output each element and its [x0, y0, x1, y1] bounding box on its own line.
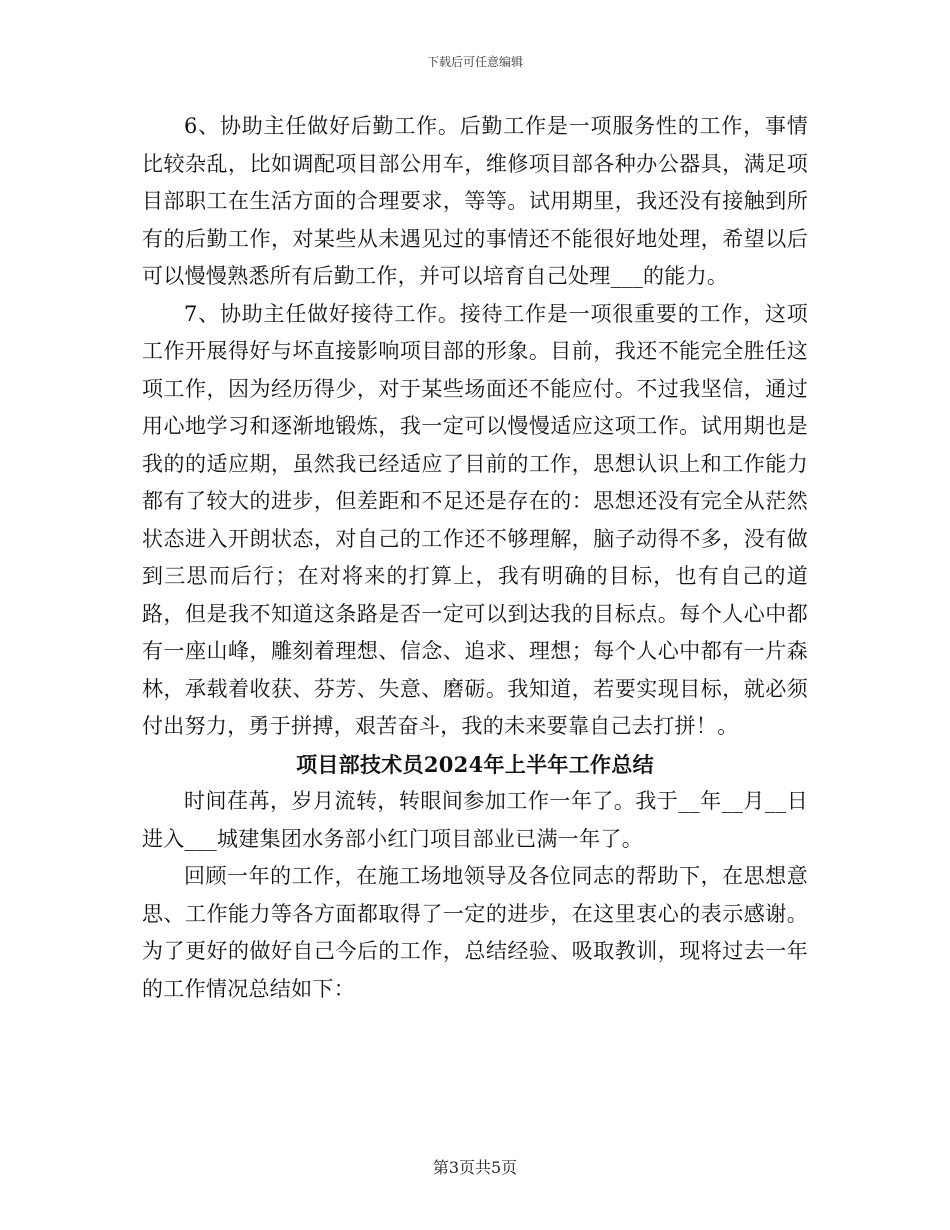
paragraph-item-6: 6、协助主任做好后勤工作。后勤工作是一项服务性的工作，事情比较杂乱，比如调配项目部公用车，维修项目部各种办公器具，满足项目部职工在生活方面的合理要求，等等。试用期里，我还没有接触到所有的后勤工作，对某些从未遇见过的事情还不能很好地处理，希望以后可以慢慢熟悉所有后勤工作，并可以培育自己处理___的能力。 — [142, 114, 808, 288]
paragraph-intro: 时间荏苒，岁月流转，转眼间参加工作一年了。我于__年__月__日进入___城建集团水务部小红门项目部业已满一年了。 — [142, 789, 808, 851]
page-footer: 第3页共5页 — [432, 1158, 518, 1177]
section-title: 项目部技术员2024年上半年工作总结 — [296, 751, 654, 777]
page-header: 下载后可任意编辑 — [426, 55, 523, 69]
document-body — [142, 108, 808, 1008]
paragraph-review: 回顾一年的工作，在施工场地领导及各位同志的帮助下，在思想意思、工作能力等各方面都取得了一定的进步，在这里衷心的表示感谢。为了更好的做好自己今后的工作，总结经验、吸取教训，现将过去一年的工作情况总结如下： — [142, 864, 808, 1001]
paragraph-item-7: 7、协助主任做好接待工作。接待工作是一项很重要的工作，这项工作开展得好与坏直接影响项目部的形象。目前，我还不能完全胜任这项工作，因为经历得少，对于某些场面还不能应付。不过我坚信，通过用心地学习和逐渐地锻炼，我一定可以慢慢适应这项工作。试用期也是我的的适应期，虽然我已经适应了目前的工作，思想认识上和工作能力都有了较大的进步，但差距和不足还是存在的：思想还没有完全从茫然状态进入开朗状态，对自己的工作还不够理解，脑子动得不多，没有做到三思而后行；在对将来的打算上，我有明确的目标，也有自己的道路，但是我不知道这条路是否一定可以到达我的目标点。每个人心中都有一座山峰，雕刻着理想、信念、追求、理想；每个人心中都有一片森林，承载着收获、芬芳、失意、磨砺。我知道，若要实现目标，就必须付出努力，勇于拼搏，艰苦奋斗，我的未来要靠自己去打拼！。 — [142, 301, 808, 738]
